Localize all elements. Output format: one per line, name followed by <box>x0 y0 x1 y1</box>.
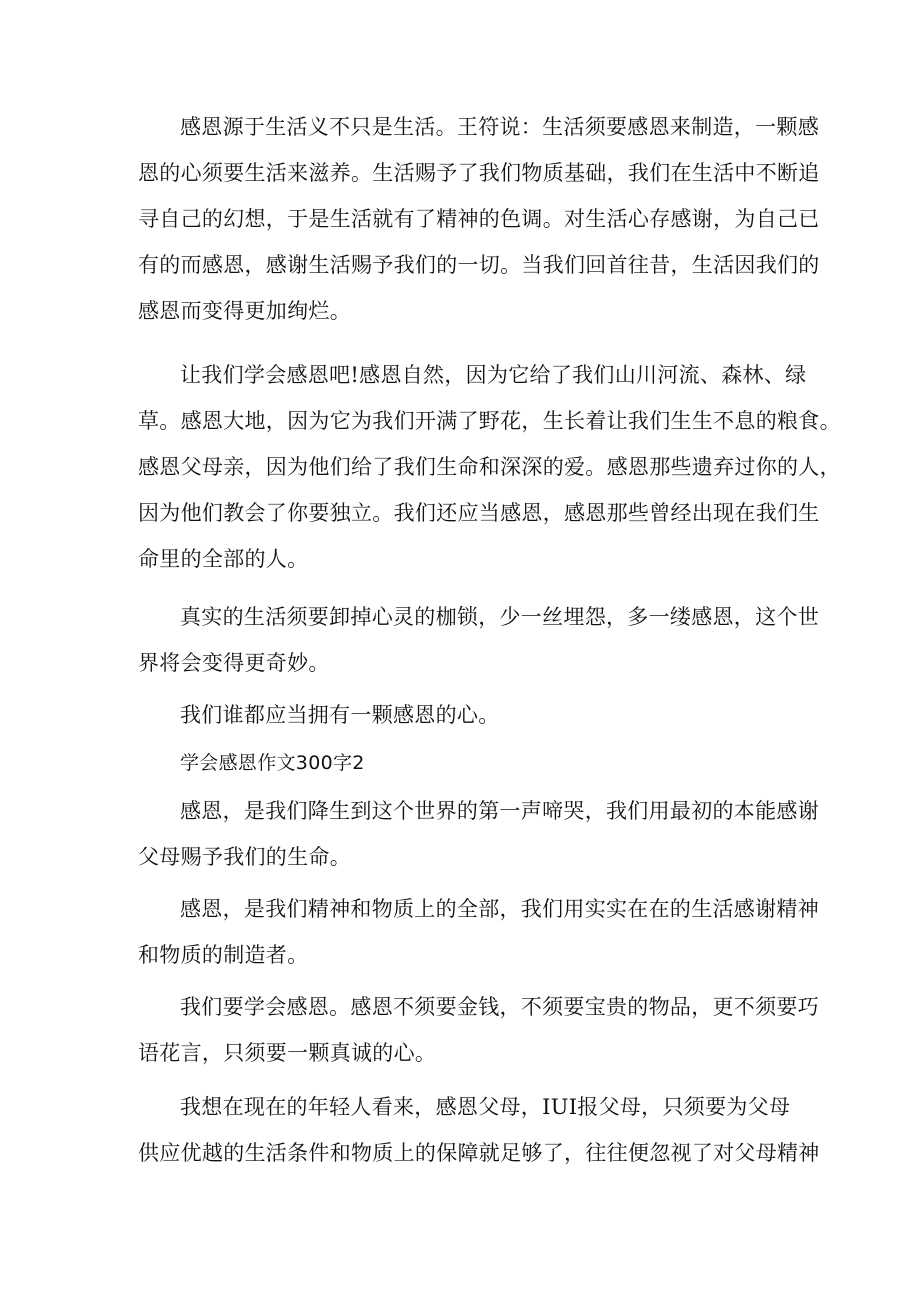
section-heading <box>138 740 798 786</box>
paragraph-line: 父母赐予我们的生命。 <box>138 845 351 869</box>
paragraph-line: 让我们学会感恩吧!感恩自然，因为它给了我们山川河流、森林、绿 <box>180 363 807 387</box>
paragraph-line: 我想在现在的年轻人看来，感恩父母，IUI报父母，只须要为父母 <box>180 1095 791 1119</box>
paragraph-line: 恩的心须要生活来滋养。生活赐予了我们物质基础，我们在生活中不断追 <box>138 161 820 185</box>
paragraph-2 <box>138 352 841 582</box>
paragraph-7 <box>138 886 819 978</box>
paragraph-line: 感恩，是我们降生到这个世界的第一声啼哭，我们用最初的本能感谢 <box>180 799 819 823</box>
paragraph-1 <box>138 104 820 334</box>
paragraph-8 <box>138 984 819 1076</box>
paragraph-line: 语花言，只须要一颗真诚的心。 <box>138 1041 437 1065</box>
paragraph-4 <box>138 692 798 738</box>
paragraph-3 <box>138 594 819 686</box>
paragraph-line: 有的而感恩，感谢生活赐予我们的一切。当我们回首往昔，生活因我们的 <box>138 253 820 277</box>
paragraph-line: 寻自己的幻想，于是生活就有了精神的色调。对生活心存感谢，为自己已 <box>138 207 820 231</box>
paragraph-line: 我们谁都应当拥有一颗感恩的心。 <box>180 703 500 727</box>
paragraph-line: 感恩而变得更加绚烂。 <box>138 299 351 323</box>
paragraph-line: 我们要学会感恩。感恩不须要金钱，不须要宝贵的物品，更不须要巧 <box>180 995 819 1019</box>
paragraph-line: 和物质的制造者。 <box>138 943 309 967</box>
paragraph-line: 界将会变得更奇妙。 <box>138 651 330 675</box>
heading-text: 学会感恩作文300字2 <box>180 752 365 774</box>
paragraph-line: 感恩，是我们精神和物质上的全部，我们用实实在在的生活感谢精神 <box>180 897 819 921</box>
paragraph-line: 命里的全部的人。 <box>138 547 309 571</box>
paragraph-line: 感恩父母亲，因为他们给了我们生命和深深的爱。感恩那些遗弃过你的人， <box>138 455 841 479</box>
paragraph-line: 真实的生活须要卸掉心灵的枷锁，少一丝埋怨，多一缕感恩，这个世 <box>180 605 819 629</box>
paragraph-line: 草。感恩大地，因为它为我们开满了野花，生长着让我们生生不息的粮食。 <box>138 409 841 433</box>
paragraph-line: 供应优越的生活条件和物质上的保障就足够了，往往便忽视了对父母精神 <box>138 1141 820 1165</box>
paragraph-line: 因为他们教会了你要独立。我们还应当感恩，感恩那些曾经出现在我们生 <box>138 501 820 525</box>
paragraph-line: 感恩源于生活义不只是生活。王符说：生活须要感恩来制造，一颗感 <box>180 115 819 139</box>
paragraph-9 <box>138 1084 820 1176</box>
paragraph-6 <box>138 788 819 880</box>
